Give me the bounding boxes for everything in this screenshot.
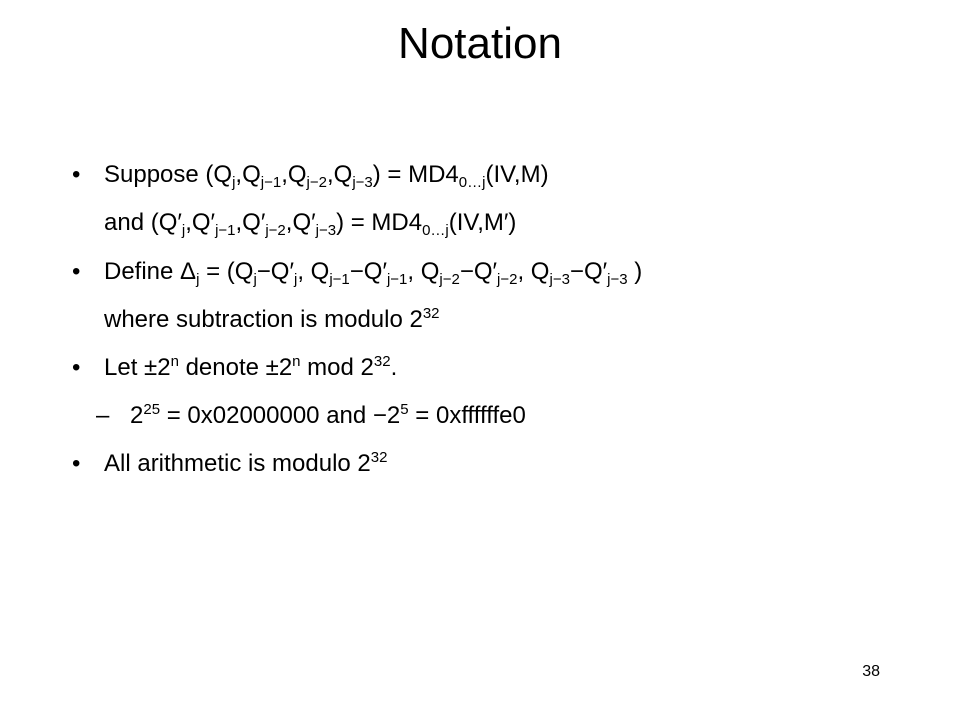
bullet-text — [104, 449, 387, 479]
subscript: j — [253, 271, 257, 288]
text-run: ) = MD4 — [336, 209, 423, 236]
text-run: , Q — [297, 258, 330, 285]
text-run: , Q — [517, 258, 550, 285]
text-run: . — [390, 354, 398, 381]
continuation-text — [104, 208, 516, 238]
text-run: −Q′ — [349, 258, 387, 285]
text-run: (IV,M) — [485, 161, 549, 188]
superscript: 25 — [143, 401, 161, 418]
subscript: j — [293, 271, 298, 288]
superscript: n — [170, 353, 179, 370]
continuation-text — [104, 305, 440, 335]
subscript: j — [181, 222, 186, 239]
text-run: = 0x02000000 and −2 — [160, 402, 401, 429]
subscript: j−1 — [260, 174, 282, 191]
text-run: ,Q — [235, 161, 261, 188]
superscript: n — [292, 353, 301, 370]
text-run: 2 — [130, 402, 144, 429]
subscript: j−1 — [215, 222, 236, 239]
page-number: 38 — [862, 663, 880, 680]
text-run: Let ±2 — [104, 354, 171, 381]
subscript: j−1 — [329, 271, 350, 288]
bullet-text — [104, 160, 549, 190]
text-run: , Q — [407, 258, 440, 285]
superscript: 5 — [400, 401, 409, 418]
text-run: ,Q′ — [185, 209, 216, 236]
subscript: j−3 — [549, 271, 570, 288]
text-run: ) — [627, 258, 643, 285]
text-run: ,Q — [281, 161, 307, 188]
subscript: j−2 — [439, 271, 460, 288]
text-run: ,Q — [326, 161, 353, 188]
slide-title: Notation — [398, 19, 562, 68]
subscript: j−2 — [306, 174, 327, 191]
bullet-marker: • — [72, 161, 81, 188]
text-run: = 0xffffffe0 — [408, 402, 526, 429]
bullet-text — [104, 257, 642, 287]
bullet-marker: • — [72, 450, 81, 477]
text-run: ,Q′ — [235, 209, 266, 236]
text-run: = (Q — [199, 258, 254, 285]
text-run: Define Δ — [104, 258, 197, 285]
bullet-marker: • — [72, 258, 81, 285]
superscript: 32 — [370, 449, 388, 466]
subscript: j — [232, 174, 236, 191]
subscript: j−3 — [352, 174, 373, 191]
subscript: j−3 — [607, 271, 628, 288]
subscript: 0…j — [422, 222, 449, 239]
text-run: −Q′ — [569, 258, 608, 285]
text-run: −Q′ — [256, 258, 294, 285]
text-run: ,Q′ — [285, 209, 316, 236]
sub-bullet-text — [130, 401, 526, 431]
subscript: j−3 — [315, 222, 337, 239]
subscript: j−1 — [386, 271, 408, 288]
superscript: 32 — [373, 353, 391, 370]
text-run: where subtraction is modulo 2 — [104, 306, 423, 333]
subscript: 0…j — [458, 174, 486, 191]
text-run: mod 2 — [300, 354, 374, 381]
bullet-text — [104, 353, 397, 383]
subscript: j−2 — [265, 222, 286, 239]
text-run: All arithmetic is modulo 2 — [104, 450, 371, 477]
subscript: j−2 — [497, 271, 518, 288]
text-run: and (Q′ — [104, 209, 182, 236]
bullet-marker: • — [72, 354, 81, 381]
text-run: ) = MD4 — [372, 161, 459, 188]
superscript: 32 — [422, 305, 440, 322]
text-run: −Q′ — [459, 258, 498, 285]
text-run: denote ±2 — [178, 354, 293, 381]
dash-marker: – — [96, 402, 110, 429]
text-run: (IV,M′) — [448, 209, 517, 236]
subscript: j — [196, 271, 200, 288]
text-run: Suppose (Q — [104, 161, 233, 188]
